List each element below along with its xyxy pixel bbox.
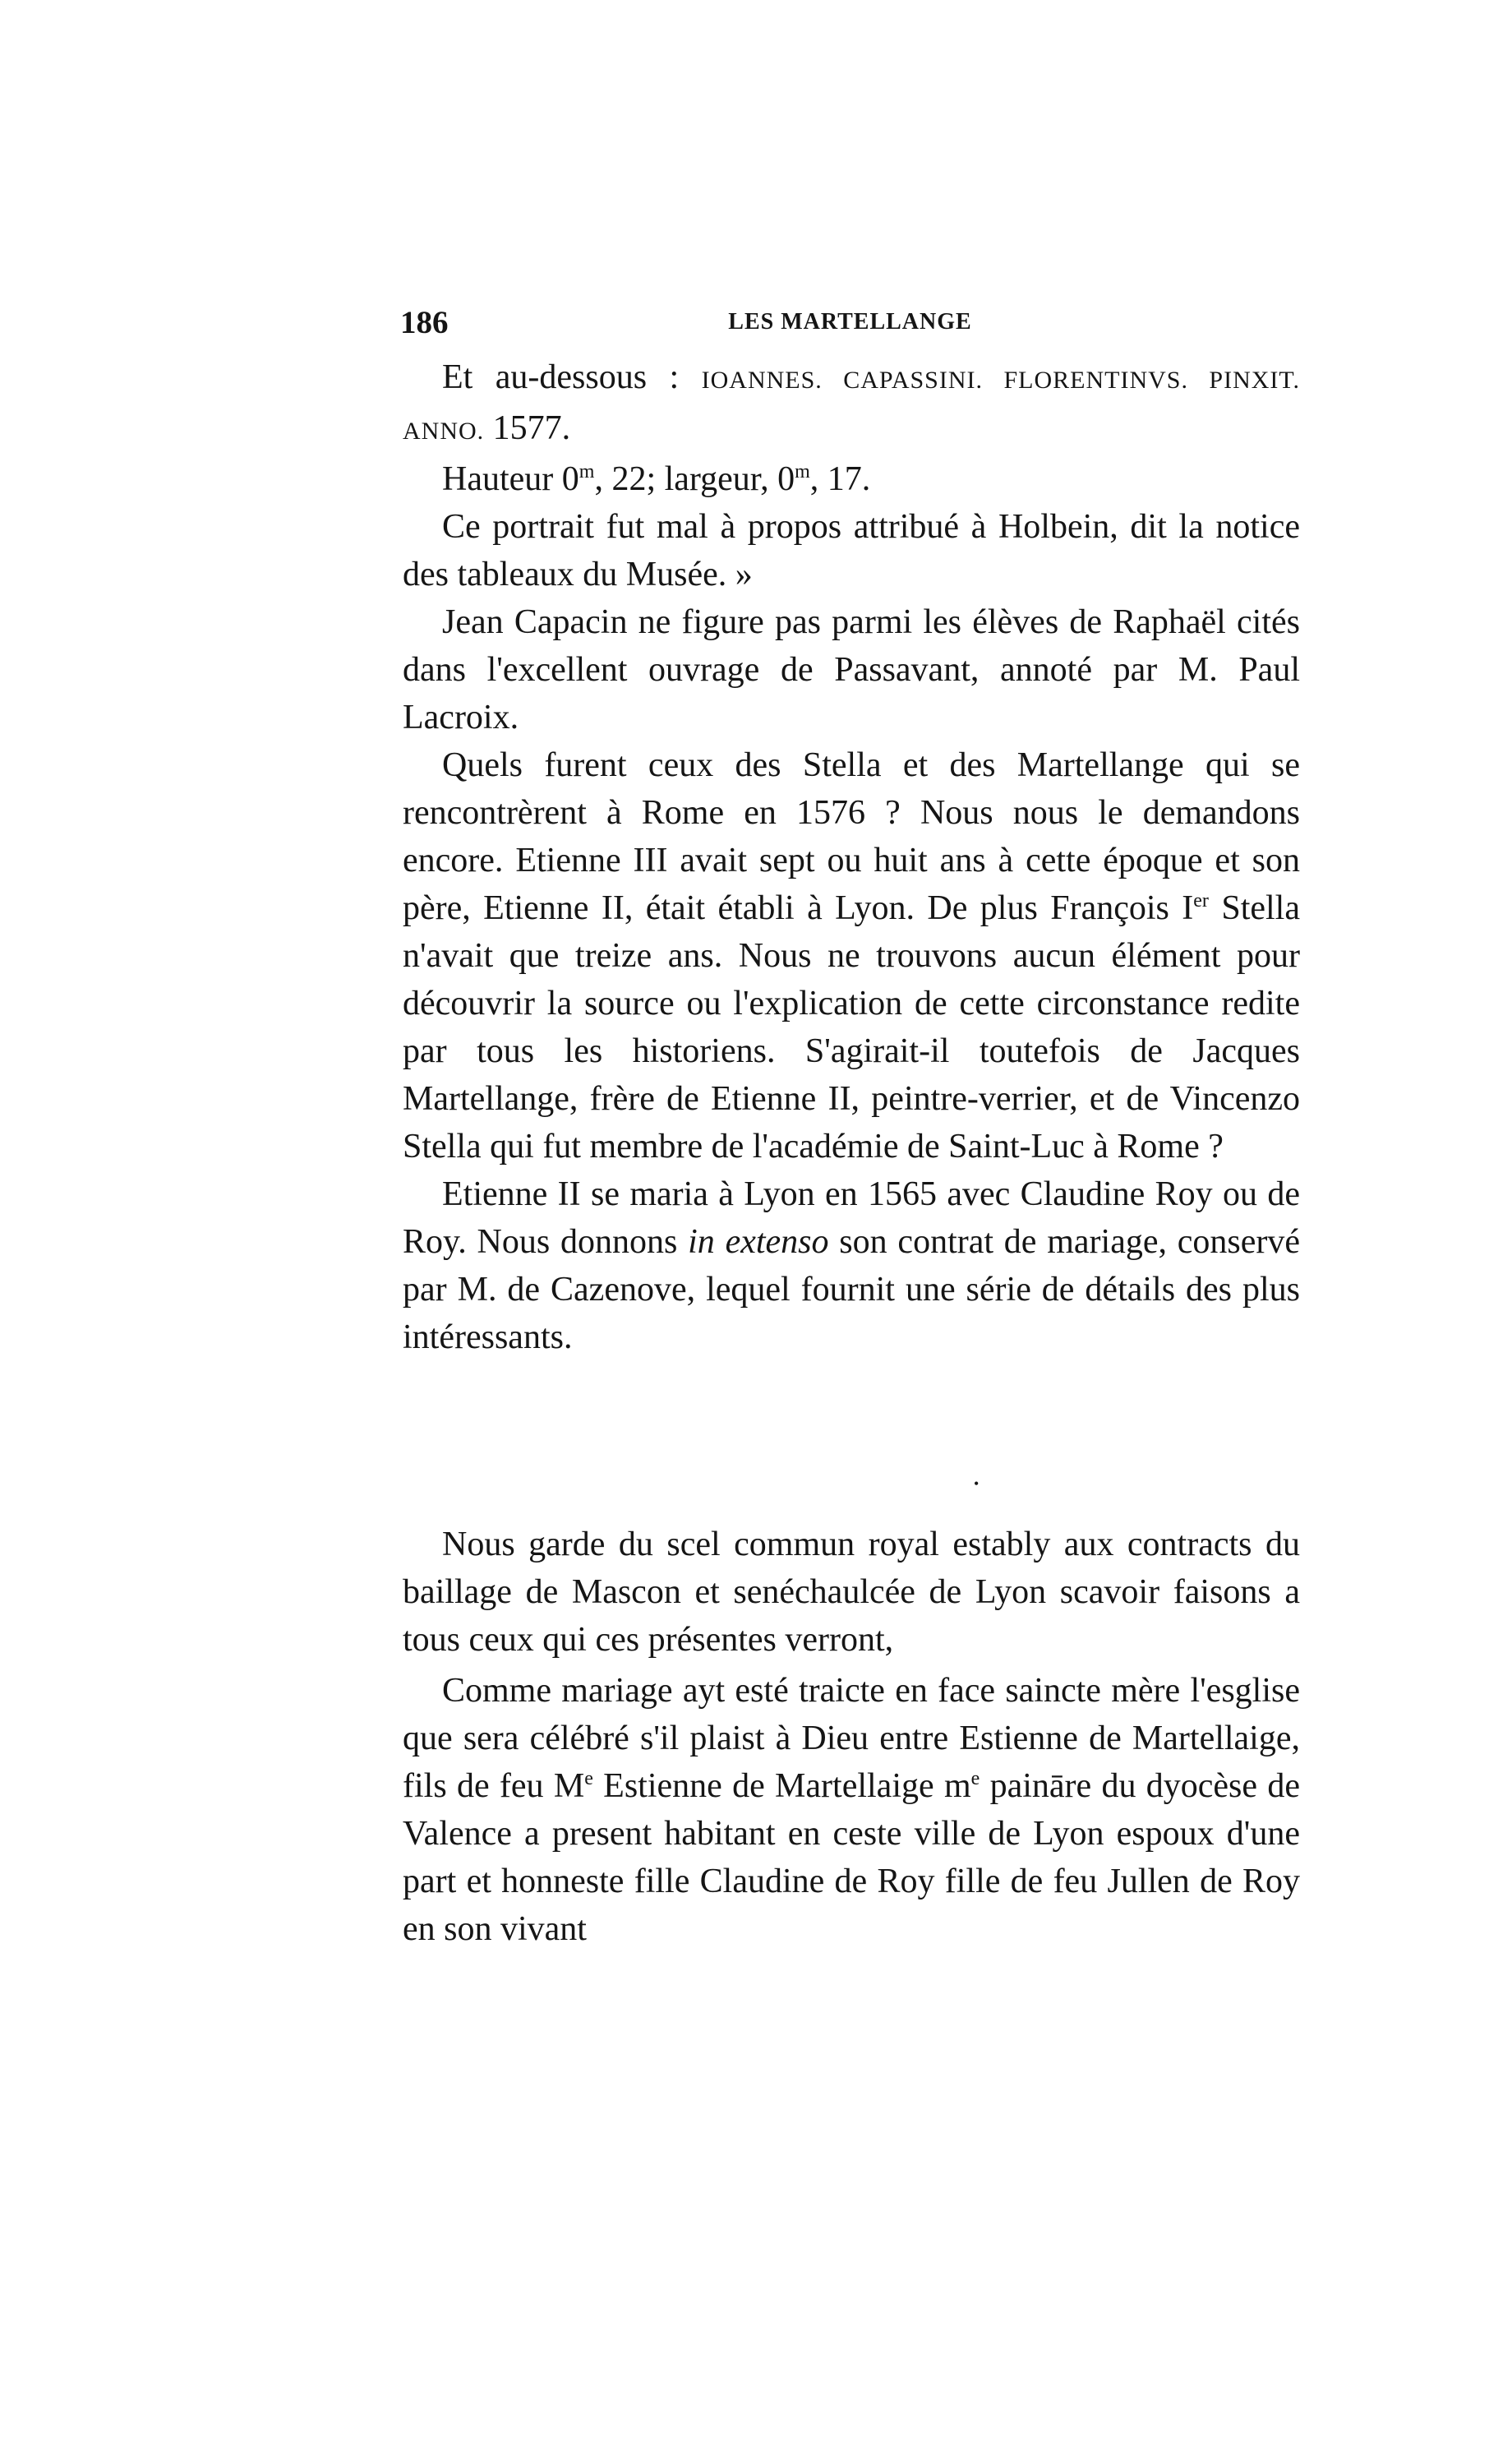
unit-superscript: m (795, 461, 810, 482)
dimensions-line (403, 455, 1300, 503)
unit-superscript: m (579, 461, 595, 482)
paragraph-capacin: Jean Capacin ne figure pas parmi les élèves de Raphaël cités dans l'excellent ouvrage de Passavant, annoté par M. Paul Lacroix. (403, 603, 1300, 736)
dimensions-height: Hauteur 0 (442, 460, 579, 498)
dimensions-width: , 22; largeur, 0 (594, 460, 795, 498)
contract-paragraph-1: Nous garde du scel commun royal estably aux contracts du baillage de Mascon et senéchaulcée de Lyon scavoir faisons a tous ceux qui ces présentes verront, (403, 1526, 1300, 1659)
paragraph-mariage (403, 1170, 1300, 1361)
contract-paragraph-2-part2: Estienne de Martellaige m (592, 1767, 971, 1805)
main-text (403, 353, 1300, 1361)
title-superscript: e (584, 1768, 593, 1789)
marriage-contract-text (403, 1521, 1300, 1956)
paragraph-mariage-part2: son contrat de mariage, conservé par M. de Cazenove, lequel fournit une série de détails des plus intéressants. (403, 1223, 1301, 1356)
inscription-text: IOANNES. CAPASSINI. FLORENTINVS. PINXIT. ANNO. (403, 367, 1300, 445)
paragraph-mariage-part1: Etienne II se maria à Lyon en 1565 avec Claudine Roy ou de Roy. Nous donnons (403, 1175, 1300, 1261)
inscription-intro: Et au-dessous : (442, 358, 702, 396)
running-title: LES MARTELLANGE (728, 309, 972, 335)
page-number: 186 (400, 305, 449, 340)
separator-dot: • (974, 1475, 980, 1492)
paragraph-holbein: Ce portrait fut mal à propos attribué à Holbein, dit la notice des tableaux du Musée. » (403, 508, 1300, 593)
inscription-year: 1577. (484, 409, 571, 447)
paragraph-quels-part1: Quels furent ceux des Stella et des Martellange qui se rencontrèrent à Rome en 1576 ? Nous nous le demandons encore. Etienne III avait sept ou huit ans à cette époque et son père, Etienne II, était établi à Lyon. De plus François I (403, 746, 1300, 927)
paragraph-quels-part2: Stella n'avait que treize ans. Nous ne trouvons aucun élément pour découvrir la source ou l'explication de cette circonstance redite par tous les historiens. S'agirait-il toutefois de Jacques Martellange, frère de Etienne II, peintre-verrier, et de Vincenzo Stella qui fut membre de l'académie de Saint-Luc à Rome ? (403, 889, 1300, 1166)
contract-paragraph-2-part3: paināre du dyocèse de Valence a present habitant en ceste ville de Lyon espoux d'une part et honneste fille Claudine de Roy fille de feu Jullen de Roy en son vivant (403, 1767, 1300, 1948)
italic-in-extenso: in extenso (688, 1223, 829, 1261)
ordinal-superscript: er (1193, 890, 1209, 912)
contract-paragraph-2-part1: Comme mariage ayt esté traicte en face saincte mère l'esglise que sera célébré s'il plaist à Dieu entre Estienne de Martellaige, fils de feu M (403, 1672, 1300, 1805)
paragraph-quels (403, 741, 1300, 1170)
running-head (400, 304, 1300, 345)
inscription-line (403, 353, 1300, 455)
title-superscript: e (970, 1768, 980, 1789)
contract-paragraph-2 (403, 1667, 1300, 1953)
dimensions-end: , 17. (809, 460, 871, 498)
